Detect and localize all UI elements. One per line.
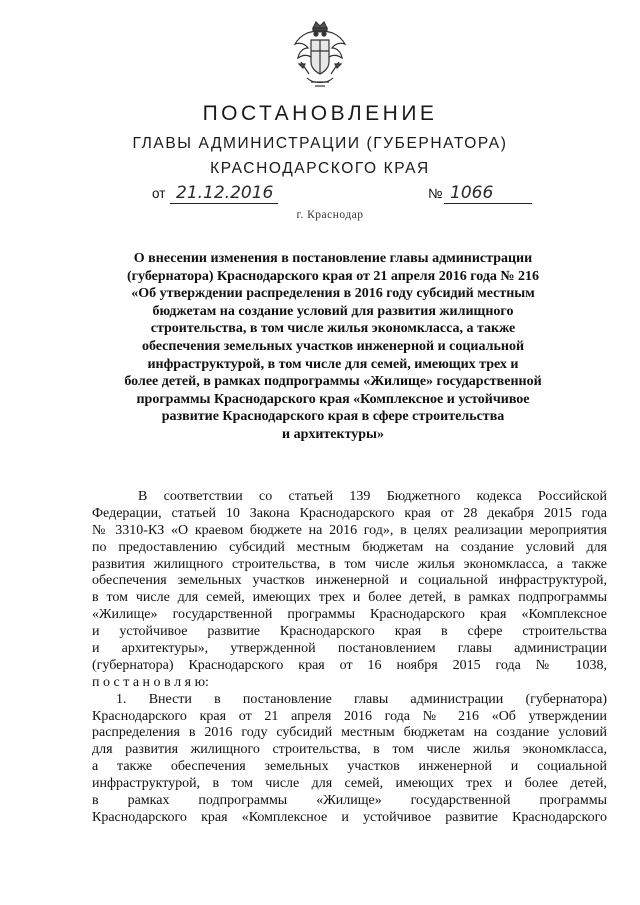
body-line: 1. Внести в постановление главы администрации (губернатора): [116, 691, 607, 707]
date-label: от: [152, 186, 166, 201]
body-line: развития жилищного строительства, в том числе жилья экономкласса, а также: [92, 556, 607, 572]
title-line: более детей, в рамках подпрограммы «Жилище» государственной: [124, 374, 542, 390]
document-title: [118, 250, 548, 444]
body-line: по предоставлению субсидий местным бюджетам на создание условий для: [92, 539, 607, 555]
number-value: 1066: [444, 184, 532, 204]
number-label: №: [428, 186, 443, 201]
body-line: инфраструктурой, в том числе для семей, имеющих трех и более детей,: [92, 776, 607, 792]
title-line: (губернатора) Краснодарского края от 21 апреля 2016 года № 216: [127, 268, 539, 284]
resolution-word: п о с т а н о в л я ю:: [92, 674, 209, 690]
title-line: инфраструктурой, в том числе для семей, имеющих трех и: [147, 356, 519, 372]
body-line: в том числе для семей, имеющих трех и более детей, в рамках подпрограммы: [92, 590, 607, 606]
body-line: и архитектуры», утвержденной постановлением главы администрации: [92, 641, 607, 657]
region-heading: КРАСНОДАРСКОГО КРАЯ: [210, 160, 430, 177]
body-line: (губернатора) Краснодарского края от 16 ноября 2015 года № 1038,: [92, 657, 607, 673]
document-type-heading: ПОСТАНОВЛЕНИЕ: [202, 102, 438, 125]
title-line: программы Краснодарского края «Комплексное и устойчивое: [136, 391, 530, 407]
title-line: и архитектуры»: [282, 426, 384, 442]
coat-of-arms-icon: [289, 18, 351, 92]
body-line: в рамках подпрограммы «Жилище» государственной программы: [92, 793, 607, 809]
body-line: Краснодарского края «Комплексное и устойчивое развитие Краснодарского: [92, 809, 607, 825]
title-line: развитие Краснодарского края в сфере строительства: [161, 409, 505, 425]
title-line: бюджетам на создание условий для развития жилищного: [152, 303, 514, 319]
title-line: О внесении изменения в постановление главы администрации: [133, 251, 533, 266]
date-value: 21.12.2016: [170, 184, 278, 204]
title-line: «Об утверждении распределения в 2016 году субсидий местным: [131, 286, 535, 302]
title-line: обеспечения земельных участков инженерной и социальной: [141, 338, 525, 354]
body-line: Краснодарского края от 21 апреля 2016 года № 216 «Об утверждении: [92, 708, 607, 724]
body-line: № 3310-КЗ «О краевом бюджете на 2016 год», в целях реализации мероприятия: [92, 522, 607, 538]
body-line: для развития жилищного строительства, в том числе жилья экономкласса,: [92, 742, 607, 758]
body-line: и устойчивое развитие Краснодарского края в сфере строительства: [92, 624, 607, 640]
body-line: Федерации, статьей 10 Закона Краснодарского края от 28 декабря 2015 года: [92, 505, 607, 521]
city-label: г. Краснодар: [296, 209, 364, 221]
title-line: строительства, в том числе жилья экономкласса, а также: [150, 321, 516, 337]
body-line: В соответствии со статьей 139 Бюджетного кодекса Российской: [138, 489, 607, 504]
issuer-heading: ГЛАВЫ АДМИНИСТРАЦИИ (ГУБЕРНАТОРА): [132, 135, 508, 152]
body-line: «Жилище» государственной программы Краснодарского края «Комплексное: [92, 607, 607, 623]
body-line: а также обеспечения земельных участков инженерной и социальной: [92, 759, 607, 775]
body-line: распределения в 2016 году субсидий местным бюджетам на создание условий: [92, 725, 607, 741]
document-body: [92, 489, 607, 827]
body-line: обеспечения земельных участков инженерной и социальной инфраструктурой,: [92, 573, 607, 589]
